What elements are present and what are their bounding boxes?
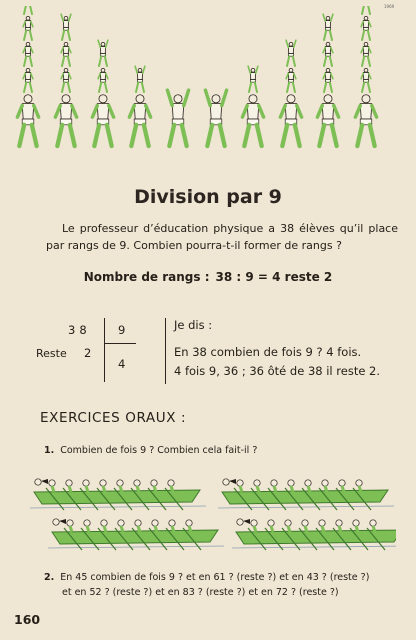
- gymnast-column: [205, 90, 226, 146]
- explanation-line-1: En 38 combien de fois 9 ? 4 fois.: [174, 345, 362, 359]
- problem-statement: Le professeur d’éducation physique a 38 élèves qu’il place par rangs de 9. Combien pourra-t-il former de rangs ?: [46, 222, 398, 252]
- division-bar-horizontal: [104, 343, 136, 344]
- result-equation: 38 : 9 = 4 reste 2: [215, 270, 333, 284]
- gymnast-column: [55, 14, 76, 146]
- rowing-boats-illustration: [26, 472, 396, 562]
- division-bar-vertical: [104, 318, 105, 382]
- remainder-label: Reste: [36, 347, 67, 360]
- explanation-divider: [165, 318, 166, 384]
- page-number: 160: [14, 612, 41, 627]
- rowing-boat: [218, 479, 394, 510]
- gymnast-column: [17, 6, 38, 146]
- gymnast-column: [92, 40, 113, 146]
- explanation-line-2: 4 fois 9, 36 ; 36 ôté de 38 il reste 2.: [174, 364, 381, 378]
- exercise-2-line-2: et en 52 ? (reste ?) et en 83 ? (reste ?) et en 72 ? (reste ?): [62, 587, 339, 598]
- exercise-1-text: Combien de fois 9 ? Combien cela fait-il ?: [60, 445, 258, 456]
- gymnast-column: [317, 14, 338, 146]
- explanation-intro: Je dis :: [174, 318, 213, 332]
- gymnasts-illustration: [10, 6, 408, 150]
- exercise-2: [44, 572, 369, 583]
- rowing-boat: [30, 479, 206, 510]
- page-title: Division par 9: [134, 186, 282, 208]
- gymnast-column: [167, 90, 188, 146]
- gymnast-column: [280, 40, 301, 146]
- gymnast-column: [355, 6, 376, 146]
- exercise-1: [44, 445, 257, 456]
- gymnast-column: [129, 66, 150, 146]
- exercise-2-number: 2.: [44, 572, 55, 583]
- gymnast-column: [242, 66, 263, 146]
- page-code: 1969: [384, 4, 395, 9]
- quotient: 4: [118, 357, 126, 371]
- exercise-2-line-1: En 45 combien de fois 9 ? et en 61 ? (reste ?) et en 43 ? (reste ?): [60, 572, 370, 583]
- result-label: Nombre de rangs :: [83, 270, 210, 284]
- result-line: [0, 270, 416, 284]
- remainder-value: 2: [84, 346, 92, 360]
- exercise-1-number: 1.: [44, 445, 55, 456]
- dividend: 38: [68, 323, 91, 337]
- section-heading: EXERCICES ORAUX :: [40, 410, 187, 426]
- divisor: 9: [118, 323, 126, 337]
- rowing-boat: [232, 519, 396, 550]
- rowing-boat: [48, 519, 224, 550]
